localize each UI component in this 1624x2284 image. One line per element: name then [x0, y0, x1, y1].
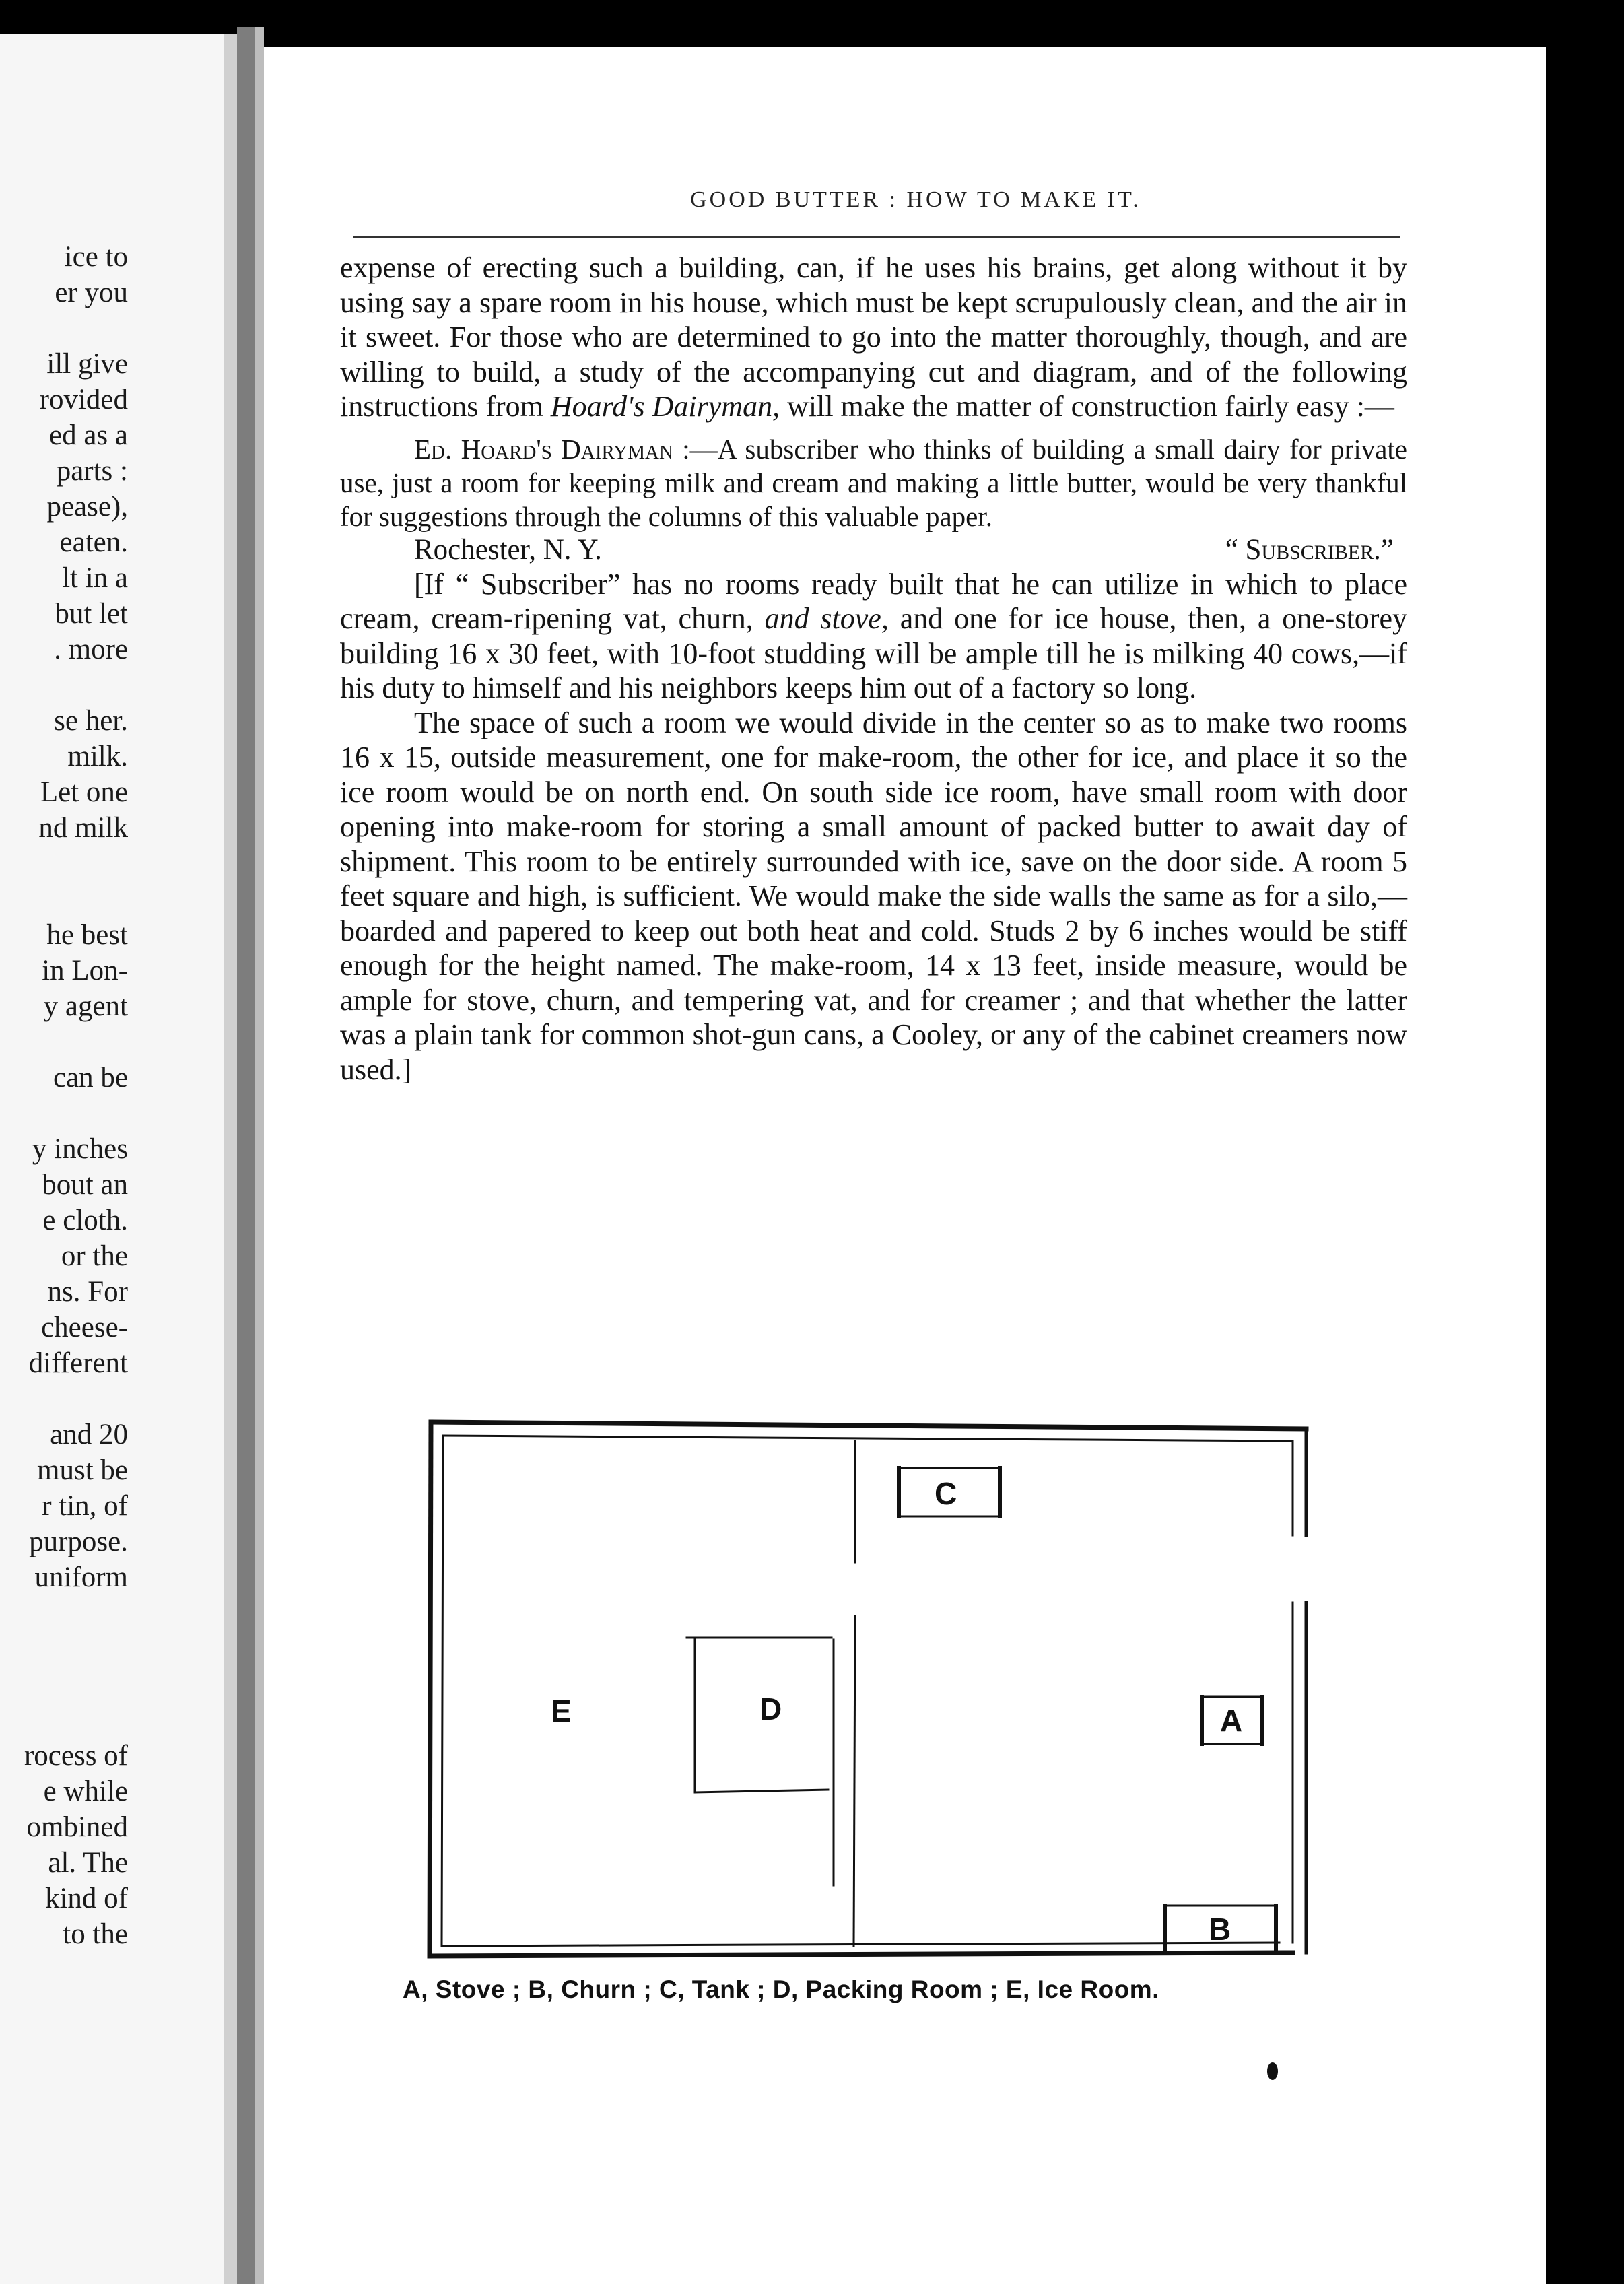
main-text — [340, 250, 1407, 1087]
left-page-line — [0, 1024, 128, 1060]
diagram-caption: A, Stove ; B, Churn ; C, Tank ; D, Packing Room ; E, Ice Room. — [403, 1976, 1159, 2003]
intro-text-end: will make the matter of construction fairly easy :— — [780, 390, 1394, 423]
left-page-line: bout an — [42, 1169, 128, 1201]
reply-text-end: and one for ice house, then, a one-storey building 16 x 30 feet, with 10-foot studding will be ample till he is milking 40 cows,—if his duty to himself and his neighbors keeps him out of a factory so long. — [340, 602, 1407, 704]
left-page-line: rovided — [39, 384, 128, 415]
left-page-line: rocess of — [24, 1740, 128, 1772]
left-page-line — [0, 667, 128, 703]
paragraph-reply — [340, 567, 1407, 706]
letter-salutation: Ed. Hoard's Dairyman — [414, 433, 673, 465]
scan-border-right — [1546, 0, 1624, 2284]
left-page-line: but let — [55, 598, 128, 630]
reply-italic: and stove, — [764, 602, 889, 635]
left-page-line: al. The — [48, 1847, 128, 1879]
left-page-line: can be — [53, 1062, 128, 1094]
left-page-line: ombined — [26, 1811, 128, 1843]
left-page-line: or the — [61, 1240, 128, 1272]
label-c-tank: C — [935, 1476, 957, 1511]
left-page-line: . more — [54, 634, 128, 665]
left-page-line: milk. — [67, 741, 128, 772]
left-page-line — [0, 1595, 128, 1631]
left-page-line: parts : — [56, 455, 128, 487]
left-page-line — [0, 1096, 128, 1131]
header-rule — [353, 236, 1400, 238]
left-page-line: in Lon- — [42, 955, 128, 986]
left-page-line: ns. For — [47, 1276, 128, 1308]
source-title: Hoard's Dairyman, — [550, 390, 780, 423]
letter-place: Rochester, N. Y. — [414, 533, 602, 566]
letter-signature: “ Subscriber.” — [1225, 533, 1394, 566]
left-page-line: e cloth. — [42, 1205, 128, 1236]
left-page-line: nd milk — [38, 812, 128, 844]
left-page-line: must be — [37, 1454, 128, 1486]
left-page-line: uniform — [34, 1561, 128, 1593]
paragraph-intro — [340, 250, 1407, 424]
left-page-line: pease), — [46, 491, 128, 523]
book-gutter-shadow — [255, 27, 264, 2284]
left-page-line: ed as a — [49, 419, 128, 451]
letter-signoff — [340, 533, 1407, 567]
left-page-line: ice to — [64, 241, 128, 273]
reply-text: [If “ Subscriber” has no rooms ready built that he can utilize in which to place cream, cream-ripening vat, churn, — [340, 567, 1407, 635]
left-page-line: lt in a — [62, 562, 128, 594]
left-page-line: purpose. — [29, 1526, 128, 1557]
running-head: GOOD BUTTER : HOW TO MAKE IT. — [690, 187, 1141, 212]
left-page-line: e while — [43, 1776, 128, 1807]
left-page-line: ill give — [46, 348, 128, 380]
left-page-line — [0, 846, 128, 881]
left-page-text-fragments — [0, 239, 128, 1952]
left-page-line: se her. — [54, 705, 128, 737]
left-page-edge — [224, 34, 237, 2284]
left-page-line — [0, 1702, 128, 1738]
left-page-line: cheese- — [41, 1312, 128, 1343]
label-e-ice-room: E — [551, 1693, 572, 1728]
intro-text: expense of erecting such a building, can, if he uses his brains, get along without it by using say a spare room in his house, which must be kept scrupulously clean, and the air in it sweet. For those who are determined to go into the matter thoroughly, though, and are willing to build, a study of the accompanying cut and diagram, and of the following instructions from — [340, 251, 1407, 423]
left-page-line — [0, 310, 128, 346]
letter-body: :—A subscriber who thinks of building a small dairy for private use, just a room for keeping milk and cream and making a little butter, would be very thankful for suggestions through the columns of this valuable paper. — [340, 433, 1407, 532]
left-page-line — [0, 1631, 128, 1667]
left-page-line — [0, 1381, 128, 1417]
letter-text — [340, 432, 1407, 533]
paragraph-layout: The space of such a room we would divide in the center so as to make two rooms 16 x 15, outside measurement, one for make-room, the other for ice, and place it so the ice room would be on north end. On south side ice room, have small room with door opening into make-room for storing a small amount of packed butter to await day of shipment. This room to be entirely surrounded with ice, save on the door side. A room 5 feet square and high, is sufficient. We would make the side walls the same as for a silo,—boarded and papered to keep out both heat and cold. Studs 2 by 6 inches would be stiff enough for the height named. The make-room, 14 x 13 feet, inside measure, would be ample for stove, churn, and tempering vat, and for creamer ; and that whether the latter was a plain tank for common shot-gun cans, a Cooley, or any of the cabinet creamers now used.] — [340, 706, 1407, 1086]
left-page-line: eaten. — [59, 527, 128, 558]
label-a-stove: A — [1220, 1703, 1243, 1738]
left-page-line: r tin, of — [42, 1490, 128, 1522]
left-page-line: Let one — [40, 776, 128, 808]
left-page-line — [0, 1667, 128, 1702]
left-page-line: er you — [55, 277, 128, 308]
left-page-line: he best — [46, 919, 128, 951]
ink-spot — [1267, 2062, 1278, 2080]
floor-plan-diagram — [417, 1414, 1313, 1980]
left-page-line: different — [28, 1347, 128, 1379]
left-page-line: kind of — [44, 1883, 128, 1914]
left-page-line: to the — [63, 1918, 128, 1950]
left-page-line: and 20 — [50, 1419, 128, 1450]
left-page-line — [0, 881, 128, 917]
label-b-churn: B — [1209, 1912, 1231, 1947]
book-gutter — [237, 27, 255, 2284]
label-d-packing-room: D — [759, 1691, 782, 1726]
left-page-line: y inches — [32, 1133, 128, 1165]
left-page-line: y agent — [43, 990, 128, 1022]
